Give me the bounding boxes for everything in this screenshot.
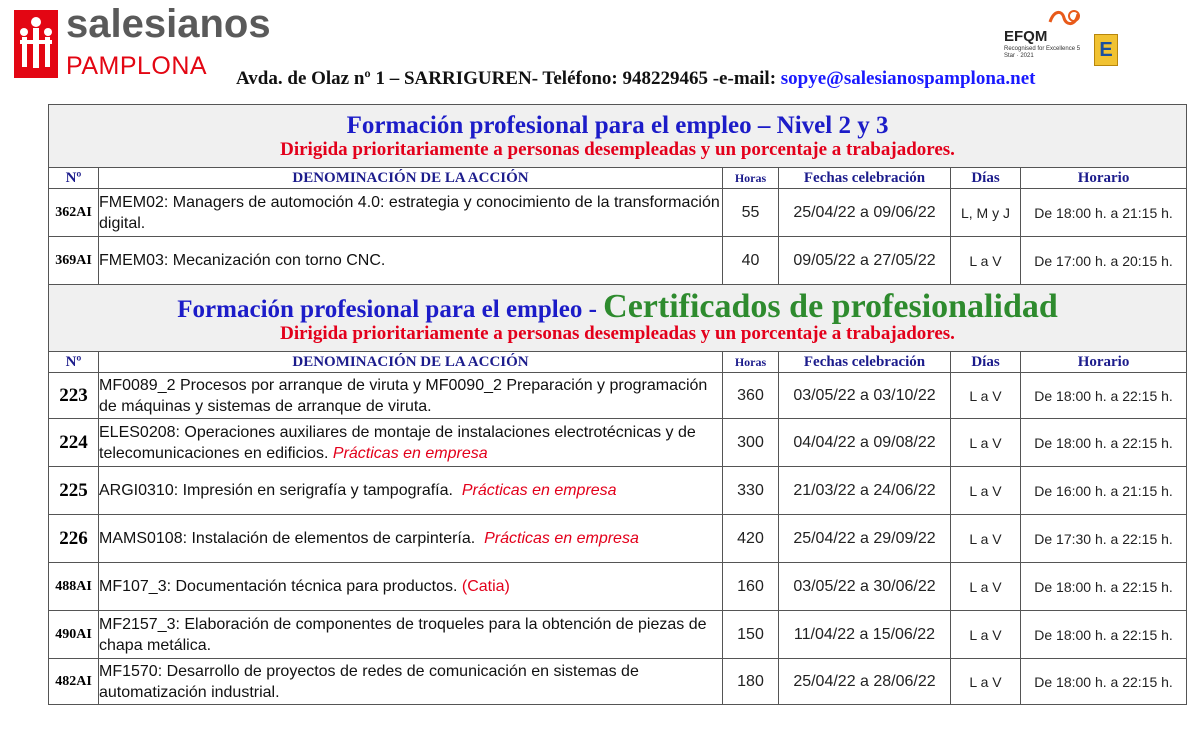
course-name-text: ELES0208: Operaciones auxiliares de montaje de instalaciones electrotécnicas y de telecomunicaciones en edificios. <box>99 423 696 462</box>
course-name: FMEM02: Managers de automoción 4.0: estrategia y conocimiento de la transformación digital. <box>99 189 723 237</box>
course-number: 490AI <box>49 611 99 659</box>
course-number: 226 <box>49 515 99 563</box>
course-schedule: De 18:00 h. a 22:15 h. <box>1021 419 1187 467</box>
course-name-text: MAMS0108: Instalación de elementos de carpintería. <box>99 530 485 547</box>
col-hours: Horas <box>723 168 779 189</box>
table-row <box>49 611 1187 659</box>
course-hours: 330 <box>723 467 779 515</box>
course-days: L a V <box>951 373 1021 419</box>
table-row <box>49 189 1187 237</box>
efqm-subtitle: Recognised for Excellence 5 Star · 2021 <box>1004 46 1081 59</box>
efqm-label: EFQM <box>1004 28 1048 45</box>
course-dates: 03/05/22 a 30/06/22 <box>779 563 951 611</box>
section2-title-emphasis: Certificados de profesionalidad <box>603 287 1058 325</box>
course-schedule: De 18:00 h. a 22:15 h. <box>1021 563 1187 611</box>
course-number: 482AI <box>49 659 99 705</box>
table-row <box>49 563 1187 611</box>
course-schedule: De 17:30 h. a 22:15 h. <box>1021 515 1187 563</box>
col-days: Días <box>951 168 1021 189</box>
course-name <box>99 563 723 611</box>
table-row <box>49 419 1187 467</box>
course-schedule: De 17:00 h. a 20:15 h. <box>1021 237 1187 285</box>
table-row <box>49 237 1187 285</box>
course-name: MF0089_2 Procesos por arranque de viruta y MF0090_2 Preparación y programación de máquinas y sistemas de arranque de viruta. <box>99 373 723 419</box>
practicas-note: Prácticas en empresa <box>484 530 639 547</box>
col-schedule: Horario <box>1021 352 1187 373</box>
course-days: L, M y J <box>951 189 1021 237</box>
course-days: L a V <box>951 419 1021 467</box>
course-hours: 420 <box>723 515 779 563</box>
course-number: 369AI <box>49 237 99 285</box>
practicas-note: Prácticas en empresa <box>332 444 488 462</box>
course-name: MF2157_3: Elaboración de componentes de troqueles para la obtención de piezas de chapa metálica. <box>99 611 723 659</box>
section2-title-prefix: Formación profesional para el empleo - <box>177 295 604 323</box>
course-hours: 180 <box>723 659 779 705</box>
course-dates: 11/04/22 a 15/06/22 <box>779 611 951 659</box>
section2-header <box>49 285 1187 352</box>
course-days: L a V <box>951 515 1021 563</box>
email-link[interactable]: sopye@salesianospamplona.net <box>780 68 1036 89</box>
table-header <box>49 352 1187 373</box>
course-hours: 150 <box>723 611 779 659</box>
table-row <box>49 373 1187 419</box>
table-row <box>49 515 1187 563</box>
table-row <box>49 467 1187 515</box>
col-days: Días <box>951 352 1021 373</box>
section1-header <box>49 105 1187 168</box>
course-number: 223 <box>49 373 99 419</box>
course-dates: 09/05/22 a 27/05/22 <box>779 237 951 285</box>
course-schedule: De 18:00 h. a 21:15 h. <box>1021 189 1187 237</box>
course-hours: 360 <box>723 373 779 419</box>
course-dates: 21/03/22 a 24/06/22 <box>779 467 951 515</box>
salesianos-logo <box>14 2 271 80</box>
course-name-text: MF107_3: Documentación técnica para productos. <box>99 578 462 595</box>
course-dates: 25/04/22 a 28/06/22 <box>779 659 951 705</box>
course-number: 488AI <box>49 563 99 611</box>
address-line <box>236 68 1035 90</box>
col-name: DENOMINACIÓN DE LA ACCIÓN <box>99 352 723 373</box>
salesianos-emblem-icon <box>14 10 58 78</box>
efqm-letter: E <box>1099 39 1113 61</box>
section2-title <box>49 287 1186 325</box>
course-name: FMEM03: Mecanización con torno CNC. <box>99 237 723 285</box>
course-name <box>99 515 723 563</box>
course-days: L a V <box>951 237 1021 285</box>
col-num: Nº <box>49 168 99 189</box>
course-dates: 04/04/22 a 09/08/22 <box>779 419 951 467</box>
catia-note: (Catia) <box>461 578 510 595</box>
course-name <box>99 419 723 467</box>
section2-subtitle: Dirigida prioritariamente a personas desempleadas y un porcentaje a trabajadores. <box>280 322 955 344</box>
practicas-note: Prácticas en empresa <box>461 482 617 499</box>
col-name: DENOMINACIÓN DE LA ACCIÓN <box>99 168 723 189</box>
course-days: L a V <box>951 563 1021 611</box>
course-dates: 25/04/22 a 29/09/22 <box>779 515 951 563</box>
col-dates: Fechas celebración <box>779 168 951 189</box>
course-days: L a V <box>951 611 1021 659</box>
course-name-text: ARGI0310: Impresión en serigrafía y tampografía. <box>99 482 462 499</box>
course-name <box>99 467 723 515</box>
courses-table <box>48 104 1187 705</box>
efqm-badge <box>998 6 1122 66</box>
course-hours: 300 <box>723 419 779 467</box>
course-schedule: De 16:00 h. a 21:15 h. <box>1021 467 1187 515</box>
course-schedule: De 18:00 h. a 22:15 h. <box>1021 659 1187 705</box>
table-row <box>49 659 1187 705</box>
col-dates: Fechas celebración <box>779 352 951 373</box>
course-number: 224 <box>49 419 99 467</box>
address-text: Avda. de Olaz nº 1 – SARRIGUREN- Teléfono: 948229465 -e-mail: <box>236 68 781 89</box>
table-header <box>49 168 1187 189</box>
course-dates: 03/05/22 a 03/10/22 <box>779 373 951 419</box>
section1-title: Formación profesional para el empleo – Nivel 2 y 3 <box>346 112 889 139</box>
course-schedule: De 18:00 h. a 22:15 h. <box>1021 611 1187 659</box>
section1-subtitle: Dirigida prioritariamente a personas desempleadas y un porcentaje a trabajadores. <box>280 139 955 160</box>
course-number: 225 <box>49 467 99 515</box>
course-dates: 25/04/22 a 09/06/22 <box>779 189 951 237</box>
course-schedule: De 18:00 h. a 22:15 h. <box>1021 373 1187 419</box>
col-num: Nº <box>49 352 99 373</box>
brand-city: PAMPLONA <box>66 52 208 80</box>
efqm-star-icon <box>1094 34 1118 66</box>
course-hours: 160 <box>723 563 779 611</box>
brand-name: salesianos <box>66 2 271 46</box>
efqm-swirl-icon <box>1046 8 1082 28</box>
col-hours: Horas <box>723 352 779 373</box>
course-hours: 55 <box>723 189 779 237</box>
course-number: 362AI <box>49 189 99 237</box>
course-hours: 40 <box>723 237 779 285</box>
col-schedule: Horario <box>1021 168 1187 189</box>
course-days: L a V <box>951 659 1021 705</box>
course-days: L a V <box>951 467 1021 515</box>
course-name: MF1570: Desarrollo de proyectos de redes de comunicación en sistemas de automatización industrial. <box>99 659 723 705</box>
